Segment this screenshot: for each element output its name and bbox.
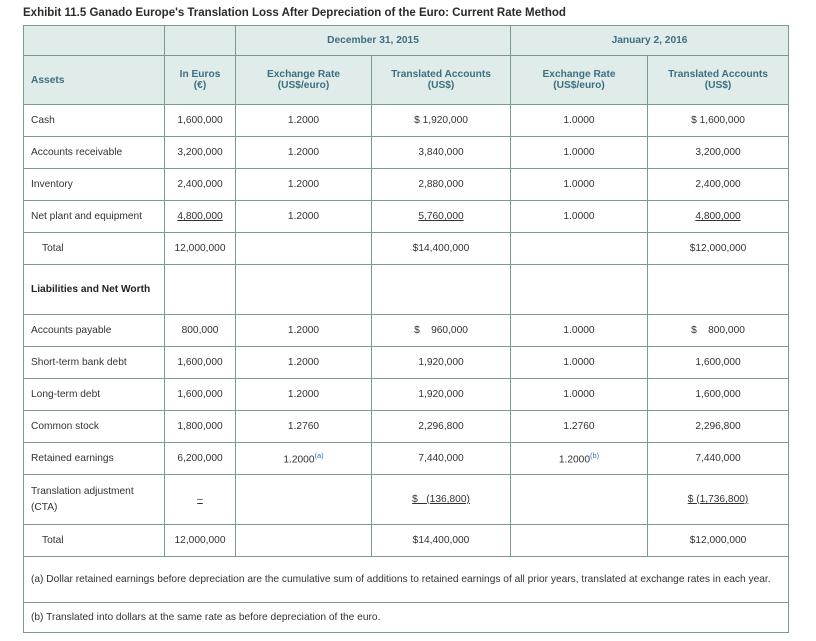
table-row-net-plant: Net plant and equipment 4,800,000 1.2000 5,760,000 1.0000 4,800,000 [24, 201, 789, 233]
header-blank-1 [24, 26, 165, 56]
table-row-accounts-payable: Accounts payable 800,000 1.2000 $ 960,000 1.0000 $ 800,000 [24, 315, 789, 347]
table-row-assets-total: Total 12,000,000 $14,400,000 $12,000,000 [24, 233, 789, 265]
retained-rate-2: 1.2000$^{(b)}$ [511, 443, 648, 475]
table-row-inventory: Inventory 2,400,000 1.2000 2,880,000 1.0000 2,400,000 [24, 169, 789, 201]
table-row-short-term-debt: Short-term bank debt 1,600,000 1.2000 1,920,000 1.0000 1,600,000 [24, 347, 789, 379]
header-exchange-rate-1: Exchange Rate (US$/euro) [236, 56, 372, 105]
header-date-2: January 2, 2016 [511, 26, 789, 56]
header-assets: Assets [24, 56, 165, 105]
footnote-ref-a[interactable]: (a) [314, 451, 324, 461]
footnote-b: (b) Translated into dollars at the same rate as before depreciation of the euro. [24, 603, 789, 633]
table-row-translation-adjustment: Translation adjustment (CTA) – $ (136,800) $ (1,736,800) [24, 475, 789, 525]
footnote-ref-b[interactable]: (b) [590, 451, 600, 461]
header-translated-2: Translated Accounts (US$) [648, 56, 789, 105]
header-translated-1: Translated Accounts (US$) [372, 56, 511, 105]
header-blank-2 [165, 26, 236, 56]
table-row-common-stock: Common stock 1,800,000 1.2760 2,296,800 1.2760 2,296,800 [24, 411, 789, 443]
header-exchange-rate-2: Exchange Rate (US$/euro) [511, 56, 648, 105]
header-in-euros: In Euros (€) [165, 56, 236, 105]
header-date-1: December 31, 2015 [236, 26, 511, 56]
table-row-liabilities-heading: Liabilities and Net Worth [24, 265, 789, 315]
table-row-retained-earnings: Retained earnings 6,200,000 1.2000$^{(a)}$ 7,440,000 1.2000$^{(b)}$ 7,440,000 [24, 443, 789, 475]
table-row-liabilities-total: Total 12,000,000 $14,400,000 $12,000,000 [24, 525, 789, 557]
table-row-cash: Cash 1,600,000 1.2000 $ 1,920,000 1.0000 $ 1,600,000 [24, 105, 789, 137]
exhibit-title: Exhibit 11.5 Ganado Europe's Translation Loss After Depreciation of the Euro: Current Rate Method [23, 7, 566, 19]
footnote-a: (a) Dollar retained earnings before depreciation are the cumulative sum of additions to retained earnings of all prior years, translated at exchange rates in each year. [24, 557, 789, 603]
translation-table [23, 25, 789, 633]
table-row-long-term-debt: Long-term debt 1,600,000 1.2000 1,920,000 1.0000 1,600,000 [24, 379, 789, 411]
table-row-accounts-receivable: Accounts receivable 3,200,000 1.2000 3,840,000 1.0000 3,200,000 [24, 137, 789, 169]
retained-rate-1: 1.2000$^{(a)}$ [236, 443, 372, 475]
